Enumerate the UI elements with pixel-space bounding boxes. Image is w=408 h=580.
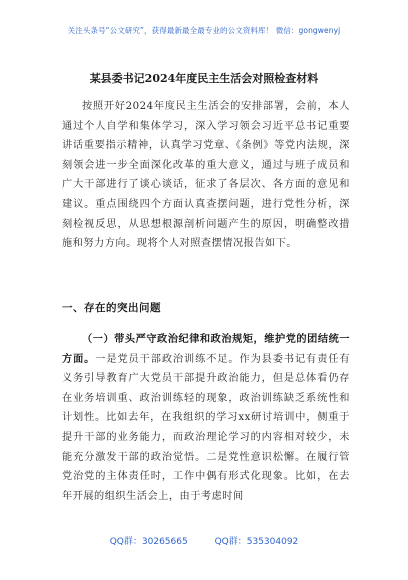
document-title: 某县委书记2024年度民主生活会对照检查材料 [89,72,319,85]
subsection-paragraph [62,330,350,506]
footer [0,534,408,547]
footer-qq-group-2: QQ群：535304092 [214,537,299,547]
footer-qq-group-1: QQ群：30265665 [109,537,188,547]
header-banner: 关注头条号“公文研究”，获得最新最全最专业的公文资料库！ 微信：gongwenyj [67,26,341,35]
intro-paragraph: 按照开好2024年度民主生活会的安排部署，会前，本人通过个人自学和集体学习，深入学习领会习近平总书记重要讲话重要指示精神，认真学习党章、《条例》等党内法规，深刻领会进一步全面深化改革的重大意义，通过与班子成员和广大干部进行了谈心谈话，征求了各层次、各方面的意见和建议。重点围绕四个方面认真查摆问题，进行党性分析，深刻检视反思，从思想根源剖析问题产生的原因，明确整改措施和努力方向。现将个人对照查摆情况报告如下。 [62,101,350,250]
section-heading: 一、存在的突出问题 [62,302,161,314]
subsection-heading: （一）带头严守政治纪律和政治规矩，维护党的团结统一方面。 [62,333,350,365]
subsection-body: 一是党员干部政治训练不足。作为县委书记有责任有义务引导教育广大党员干部提升政治能力，但是总体看仍存在业务培训重、政治训练轻的现象，政治训练缺乏系统性和计划性。比如去年，在我组织的学习xx研讨培训中，侧重于提升干部的业务能力，而政治理论学习的内容相对较少，未能充分激发干部的政治觉悟。二是党性意识松懈。在履行管党治党的主体责任时，工作中偶有形式化现象。比如，在去年开展的组织生活会上，由于考虑时间 [62,353,351,502]
